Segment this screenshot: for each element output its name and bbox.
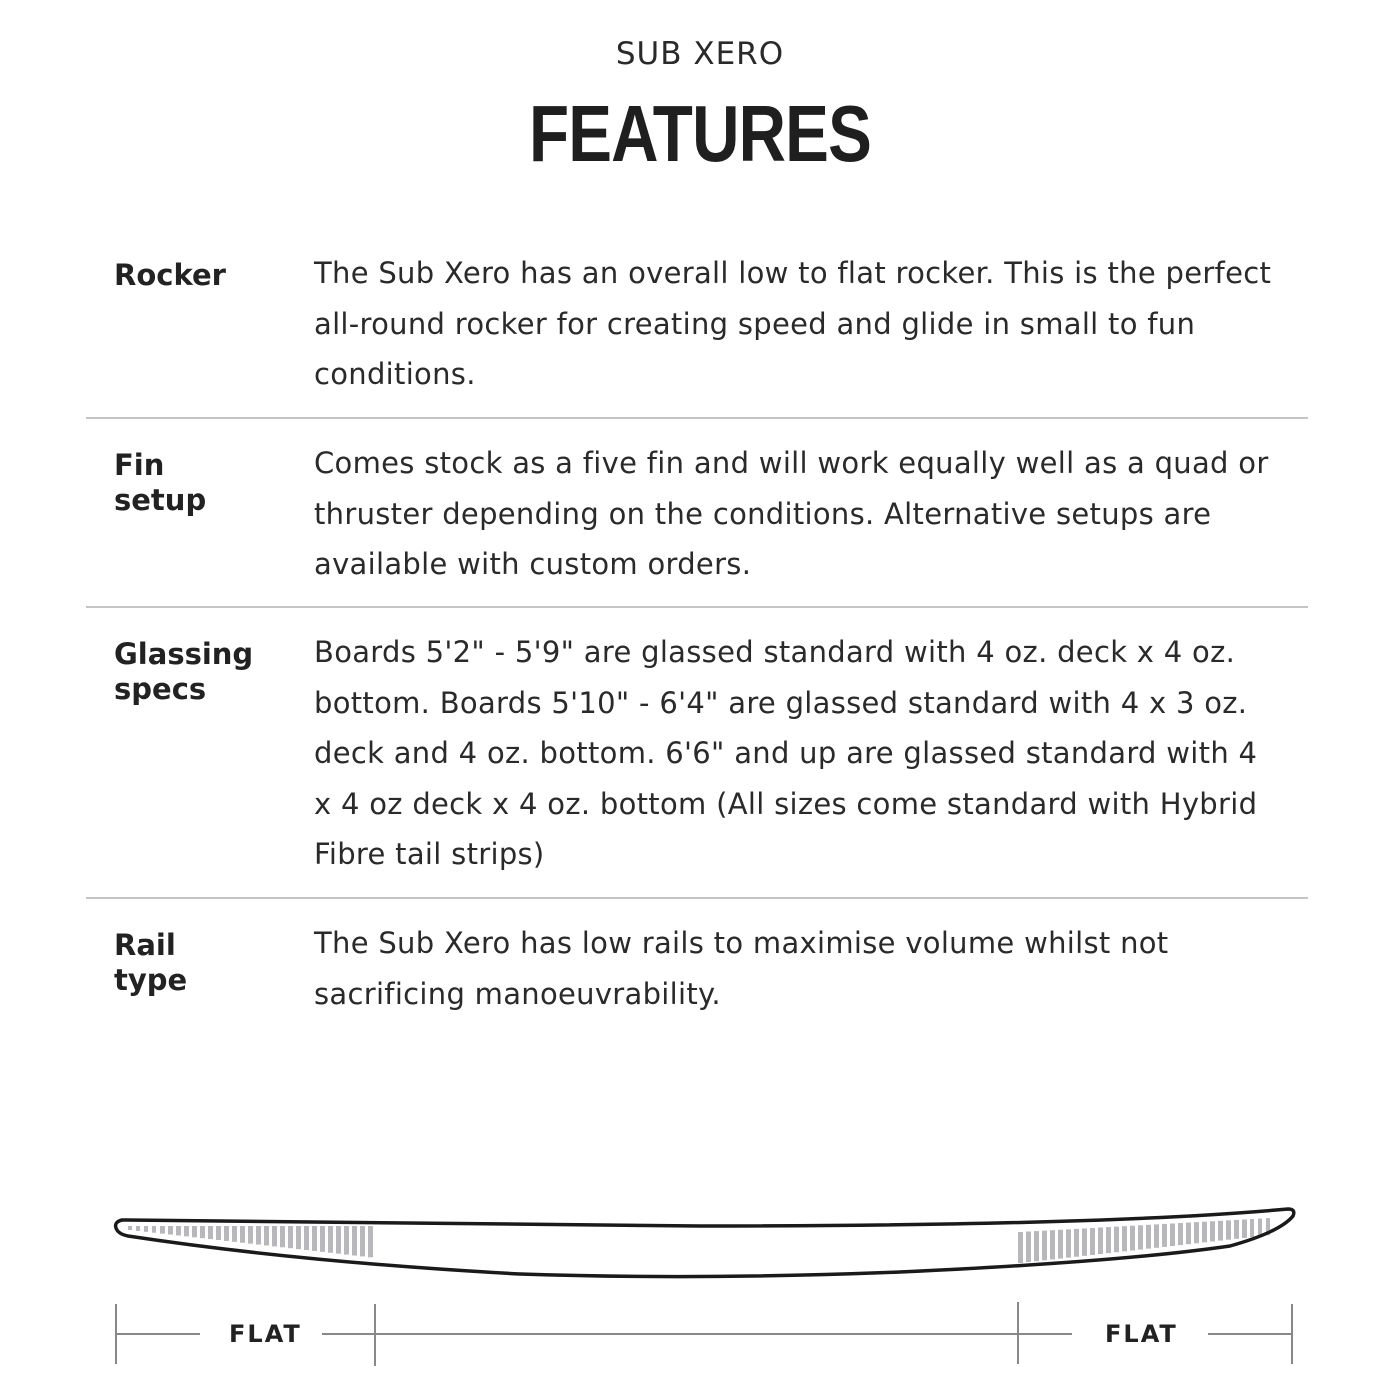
hatch-stroke — [224, 1226, 229, 1241]
hatch-stroke — [272, 1226, 277, 1246]
feature-label: Fin setup — [114, 448, 207, 517]
hatch-stroke — [336, 1226, 341, 1254]
hatch-stroke — [344, 1226, 349, 1255]
hatch-stroke — [1058, 1230, 1063, 1259]
hatch-stroke — [1186, 1223, 1191, 1245]
feature-label: Rail type — [114, 928, 188, 997]
hatch-stroke — [1042, 1231, 1047, 1261]
hatch-stroke — [368, 1226, 373, 1257]
hatch-stroke — [1098, 1228, 1103, 1255]
hatch-stroke — [240, 1226, 245, 1243]
hatch-stroke — [360, 1226, 365, 1256]
hatch-stroke — [288, 1226, 293, 1248]
hatch-stroke — [1106, 1227, 1111, 1253]
hatch-stroke — [136, 1226, 140, 1231]
hatch-stroke — [1146, 1225, 1151, 1249]
hatch-stroke — [248, 1226, 253, 1244]
feature-description: The Sub Xero has an overall low to flat rocker. This is the perfect all-round rocker for creating speed and glide in small to fun conditions. — [314, 256, 1272, 391]
hatch-stroke — [320, 1226, 325, 1252]
hatch-stroke — [352, 1226, 357, 1255]
hatch-stroke — [1154, 1224, 1159, 1247]
hatch-stroke — [1210, 1221, 1215, 1241]
hatch-stroke — [1114, 1227, 1119, 1253]
hatch-stroke — [1258, 1219, 1262, 1237]
hatch-stroke — [1138, 1225, 1143, 1249]
hatch-stroke — [1202, 1222, 1207, 1243]
hatch-stroke — [1130, 1226, 1135, 1251]
hatch-stroke — [1018, 1232, 1023, 1263]
hatch-stroke — [1234, 1220, 1239, 1239]
feature-label: Glassing specs — [114, 637, 254, 706]
page-title: FEATURES — [528, 89, 872, 178]
hatch-stroke — [1026, 1232, 1031, 1263]
hatch-stroke — [1218, 1221, 1223, 1241]
hatch-stroke — [1034, 1231, 1039, 1261]
hatch-stroke — [128, 1226, 132, 1230]
hatch-stroke — [1170, 1223, 1175, 1245]
hatch-stroke — [200, 1226, 205, 1238]
hatch-stroke — [1162, 1224, 1167, 1247]
hatch-stroke — [1122, 1226, 1127, 1251]
feature-description: The Sub Xero has low rails to maximise volume whilst not sacrificing manoeuvrability. — [314, 926, 1169, 1011]
hatch-stroke — [160, 1226, 165, 1234]
feature-label: Rocker — [114, 258, 226, 292]
board-name: SUB XERO — [615, 36, 785, 72]
hatch-stroke — [1082, 1228, 1087, 1255]
feature-description: Comes stock as a five fin and will work equally well as a quad or thruster depending on the conditions. Alternative setups are available with custom orders. — [314, 446, 1269, 581]
flat-label-right: FLAT — [1105, 1320, 1178, 1348]
hatch-stroke — [312, 1226, 317, 1251]
hatch-stroke — [1178, 1223, 1183, 1245]
hatch-stroke — [1226, 1220, 1231, 1239]
hatch-stroke — [304, 1226, 309, 1250]
hatch-stroke — [208, 1226, 213, 1239]
hatch-stroke — [296, 1226, 301, 1249]
hatch-stroke — [1066, 1229, 1071, 1257]
flat-label-left: FLAT — [229, 1320, 302, 1348]
hatch-stroke — [1050, 1230, 1055, 1259]
hatch-stroke — [144, 1226, 148, 1232]
hatch-stroke — [232, 1226, 237, 1242]
hatch-stroke — [192, 1226, 197, 1237]
hatch-stroke — [1242, 1219, 1247, 1237]
hatch-stroke — [264, 1226, 269, 1245]
hatch-stroke — [1074, 1229, 1079, 1257]
hatch-stroke — [1194, 1222, 1199, 1243]
hatch-stroke — [328, 1226, 333, 1253]
hatch-stroke — [1090, 1228, 1095, 1255]
feature-description: Boards 5'2" - 5'9" are glassed standard with 4 oz. deck x 4 oz. bottom. Boards 5'10" - 6'4" are glassed standard with 4 x 3 oz. deck and 4 oz. bottom. 6'6" and up are glassed standard with 4 x 4 oz deck x 4 oz. bottom (All sizes come standard with Hybrid Fibre tail strips) — [314, 635, 1258, 871]
hatch-stroke — [152, 1226, 156, 1233]
hatch-stroke — [176, 1226, 181, 1235]
hatch-stroke — [1250, 1219, 1254, 1237]
hatch-stroke — [256, 1226, 261, 1245]
hatch-stroke — [168, 1226, 173, 1235]
hatch-stroke — [216, 1226, 221, 1240]
hatch-stroke — [184, 1226, 189, 1236]
hatch-stroke — [280, 1226, 285, 1247]
